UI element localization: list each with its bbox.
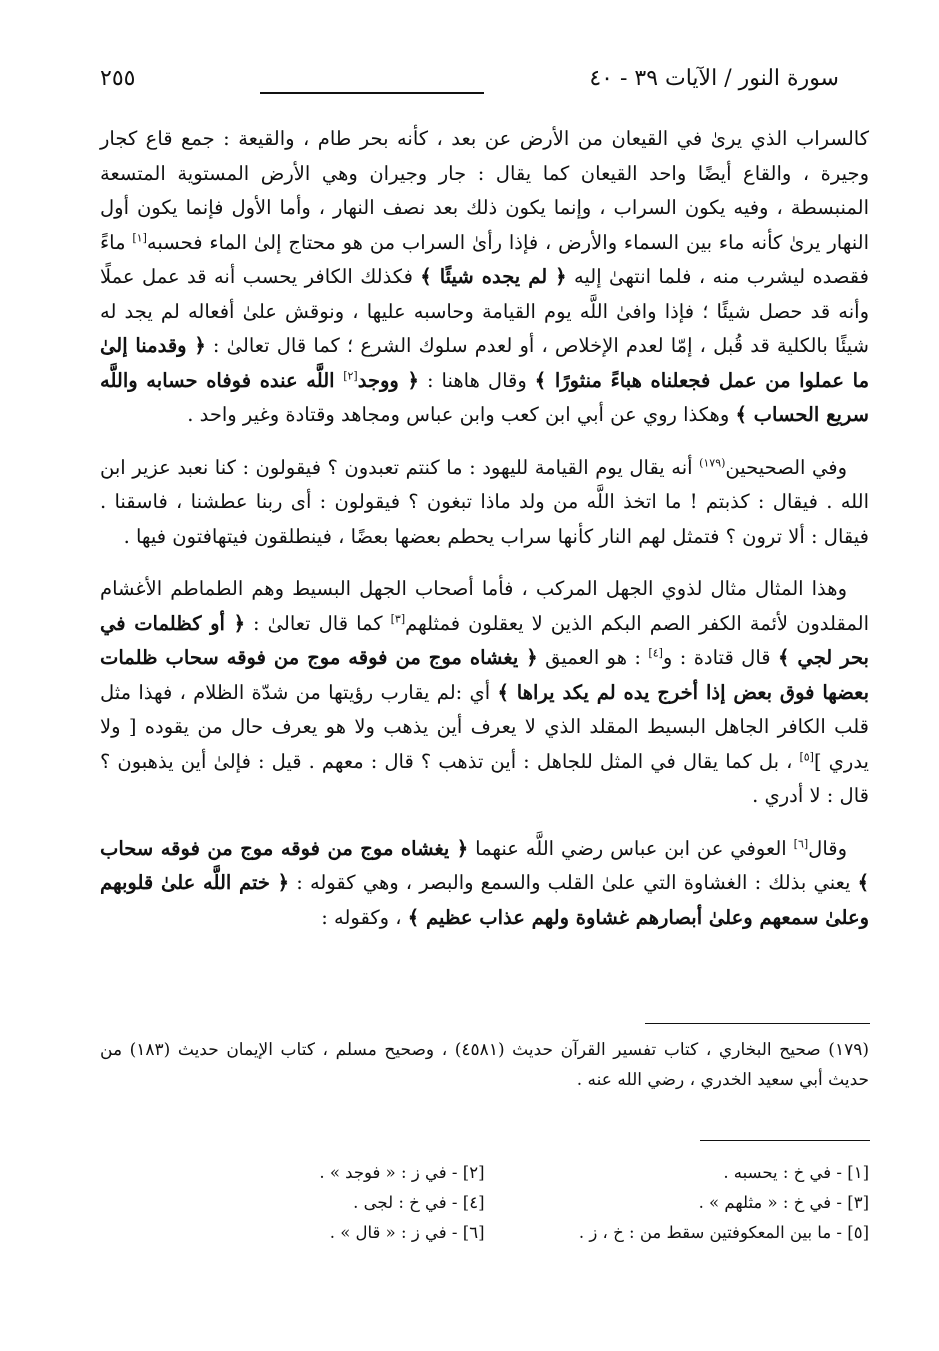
quran-quote: ﴿ وقدمنا إلىٰ ما عملوا من عمل فجعلناه هباءً منثورًا ﴾ <box>100 334 870 392</box>
quran-quote: ﴿ ووجد <box>357 368 419 392</box>
text: وهذا المثال مثال لذوي الجهل المركب ، فأما أصحاب الجهل البسيط وهم الطماطم الأغشام المقلدون لأئمة الكفر الصم البكم الذين لا يعقلون فمثلهم <box>100 577 869 635</box>
note-ref: [٢] <box>343 369 358 382</box>
note-5: [٥] - ما بين المعكوفتين سقط من : خ ، ز . <box>578 1223 869 1242</box>
quran-quote: ﴿ يغشاه موج من فوقه موج من فوقه سحاب ظلمات بعضها فوق بعض إذا أخرج يده لم يكد يراها ﴾ <box>100 646 869 704</box>
note-2: [٢] - في ز : « فوجد » . <box>319 1163 485 1182</box>
text: وقال <box>808 836 848 860</box>
notes-row <box>100 1188 869 1218</box>
quran-quote: ﴿ يغشاه موج من فوقه موج من فوقه سحاب ﴾ <box>100 836 869 894</box>
text: كما قال تعالىٰ : <box>245 611 391 635</box>
note-6: [٦] - في ز : « قال » . <box>329 1223 485 1242</box>
text: وهكذا روي عن أبي ابن كعب وابن عباس ومجاهد وقتادة وغير واحد . <box>187 403 736 426</box>
footnote-ref: (١٧٩) <box>699 456 726 469</box>
text: ، بل كما يقال في المثل للجاهل : أين تذهب ؟ قال : معهم . قيل : فإلىٰ أين يذهبون ؟ قال : لا أدري . <box>100 749 869 807</box>
text: أنه يقال يوم القيامة لليهود : ما كنتم تعبدون ؟ فيقولون : كنا نعبد عزير ابن الله . فيقال : كذبتم ! ما اتخذ اللَّه من ولد ماذا تبغون ؟ فيقولون : أى ربنا عطشنا ، فاسقنا . فيقال : ألا ترون ؟ فتمثل لهم النار كأنها سراب يحطم بعضها بعضًا ، فينطلقون فيتهافتون فيها . <box>100 455 869 548</box>
paragraph-1 <box>100 122 869 433</box>
note-1: [١] - في خ : يحسبه . <box>723 1163 869 1182</box>
header-rule <box>260 92 484 94</box>
note-ref: [٤] <box>648 646 663 660</box>
main-text <box>100 122 869 953</box>
note-ref: [٣] <box>390 612 406 625</box>
quran-quote: ﴿ ختم اللَّه علىٰ قلوبهم وعلىٰ سمعهم وعلىٰ أبصارهم غشاوة ولهم عذاب عظيم ﴾ <box>100 871 869 929</box>
manuscript-notes <box>100 1158 869 1248</box>
text: كالسراب الذي يرىٰ في القيعان من الأرض عن بعد ، كأنه بحر طام ، والقيعة : جمع قاع كجار وجيرة ، والقاع أيضًا واحد القيعان كما يقال : جار وجيران وهي الأرض المستوية المتسعة المنبسطة ، وفيه يكون السراب ، وإنما يكون ذلك بعد نصف النهار ، وأما الأول فإنما يكون أول النهار يرىٰ كأنه ماء بين السماء والأرض ، فإذا رأىٰ السراب من هو محتاج إلىٰ الماء فحسبه <box>100 127 869 254</box>
notes-row <box>100 1158 869 1188</box>
notes-row <box>100 1218 869 1248</box>
text: العوفي عن ابن عباس رضي اللَّه عنهما <box>468 836 794 860</box>
text: وفي الصحيحين <box>725 455 847 479</box>
text: فكذلك الكافر يحسب أنه قد عمل عملًا وأنه قد حصل شيئًا ؛ فإذا وافىٰ اللَّه يوم القيامة وحاسبه عليها ، ونوقش علىٰ أفعاله لم يجد له شيئًا بالكلية قد قُبل ، إمّا لعدم الإخلاص ، أو لعدم سلوك الشرع ؛ كما قال تعالىٰ : <box>100 265 869 357</box>
quran-quote: اللَّه عنده فوفاه حسابه واللَّه سريع الحساب ﴾ <box>100 368 869 426</box>
page-header <box>100 62 839 102</box>
text: أي :لم يقارب رؤيتها من شدّة الظلام ، فهذا مثل قلب الكافر الجاهل البسيط المقلد الذي لا يعرف أين يذهب ولا هو يعرف حال من يقوده [ ولا يدري ] <box>100 680 869 773</box>
text: ماءً فقصده ليشرب منه ، فلما انتهىٰ إليه <box>100 230 869 288</box>
text: : هو العميق <box>537 646 649 669</box>
notes-divider <box>700 1140 870 1141</box>
paragraph-2 <box>100 451 869 555</box>
footnote-divider <box>645 1023 870 1024</box>
note-4: [٤] - في خ : لجى . <box>353 1193 485 1212</box>
note-ref: [١] <box>132 231 147 244</box>
page-number: ٢٥٥ <box>100 66 136 91</box>
paragraph-4 <box>100 832 869 936</box>
quran-quote: ﴿ أو كظلمات في بحر لجي ﴾ <box>100 611 869 669</box>
note-3: [٣] - في خ : « مثلهم » . <box>698 1193 869 1212</box>
text: ، وكقوله : <box>321 905 408 929</box>
quran-quote: ﴿ لم يجده شيئًا ﴾ <box>420 265 567 288</box>
paragraph-3 <box>100 572 869 814</box>
note-ref: [٦] <box>793 837 809 850</box>
note-ref: [٥] <box>799 750 814 763</box>
page-title: سورة النور / الآيات ٣٩ - ٤٠ <box>589 66 839 91</box>
text: يعني بذلك : الغشاوة التي علىٰ القلب والسمع والبصر ، وهي كقوله : <box>289 871 858 894</box>
text: قال قتادة : و <box>662 646 779 669</box>
footnote-179: (١٧٩) صحيح البخاري ، كتاب تفسير القرآن حديث (٤٥٨١) ، وصحيح مسلم ، كتاب الإيمان حديث (١٨٣) من حديث أبي سعيد الخدري ، رضي الله عنه . <box>100 1040 869 1090</box>
text: وقال هاهنا : <box>418 368 535 392</box>
